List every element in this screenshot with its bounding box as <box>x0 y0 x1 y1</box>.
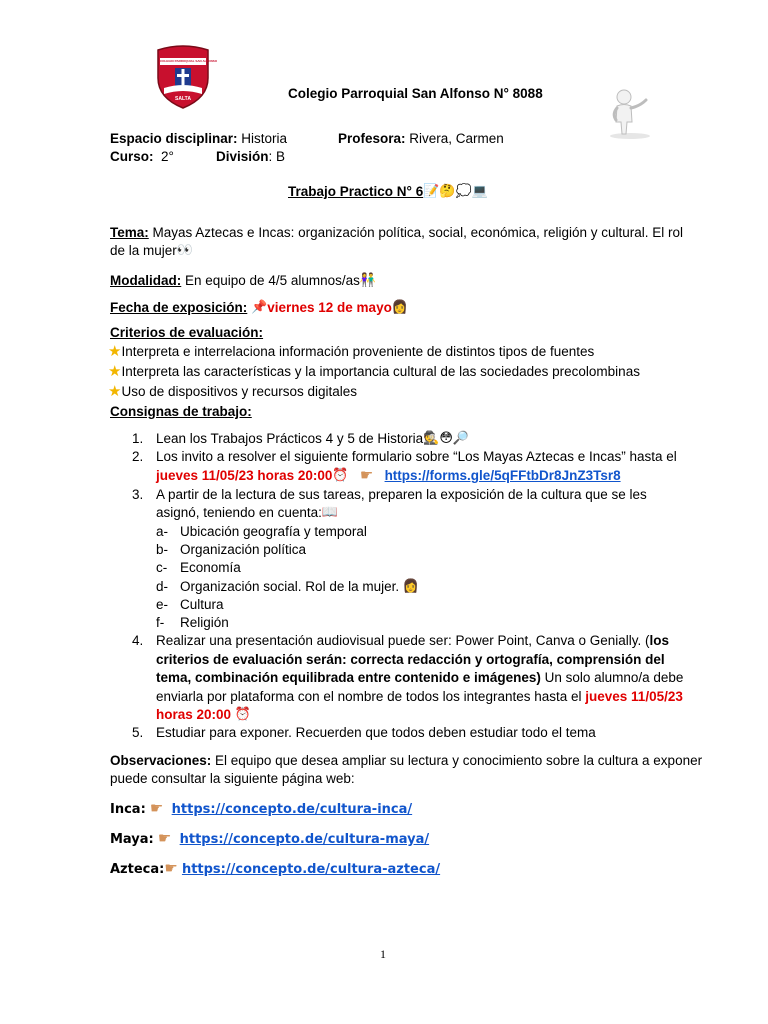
observaciones-label: Observaciones: <box>110 753 212 768</box>
consigna-4-date-1: jueves 11/05/23 <box>585 689 683 704</box>
division-value: : B <box>268 149 286 164</box>
curso <box>110 148 174 166</box>
open-book-icon: 📖 <box>321 505 339 521</box>
star-icon: ★ <box>108 362 122 380</box>
consigna-1-text: Lean los Trabajos Prácticos 4 y 5 de Historia <box>156 431 424 446</box>
consigna-3-line-1: A partir de la lectura de sus tareas, preparen la exposición de la cultura que se les <box>156 487 647 502</box>
consigna-4-bold-3: tema, combinación equilibrada entre contenido e imágenes) <box>156 670 541 685</box>
woman-icon: 👩 <box>402 579 420 595</box>
fecha-exposicion <box>110 299 408 317</box>
subitem <box>156 541 306 559</box>
consigna-4-line-3 <box>156 669 683 687</box>
criterio-item <box>108 362 640 381</box>
profesora-value: Rivera, Carmen <box>405 131 504 146</box>
consigna-4-date-2: horas 20:00 <box>156 707 232 722</box>
profesora <box>338 130 504 148</box>
consignas-heading: Consignas de trabajo: <box>110 404 252 419</box>
tema-line-1 <box>110 224 683 242</box>
consigna-3-line-2 <box>156 504 338 522</box>
consigna-number: 2. <box>132 449 144 464</box>
criterio-text: Interpreta e interrelaciona información proveniente de distintos tipos de fuentes <box>121 344 595 359</box>
maya-link[interactable]: https://concepto.de/cultura-maya/ <box>179 832 430 847</box>
logo-ribbon-text: COLEGIO PARROQUIAL SAN ALFONSO <box>160 59 218 63</box>
consigna-4 <box>156 632 669 650</box>
curso-label: Curso: <box>110 149 154 164</box>
tema-label: Tema: <box>110 225 149 240</box>
girl-icon: 👩 <box>391 300 409 316</box>
subitem-letter: b- <box>156 542 169 557</box>
modalidad-value: En equipo de 4/5 alumnos/as <box>181 273 360 288</box>
consigna-number: 4. <box>132 633 144 648</box>
alarm-clock-icon: ⏰ <box>332 468 349 484</box>
subitem-letter: e- <box>156 597 169 612</box>
consigna-2-line-1: Los invito a resolver el siguiente formulario sobre “Los Mayas Aztecas e Incas” hasta el <box>156 449 677 464</box>
fecha-label: Fecha de exposición: <box>110 300 248 315</box>
memo-icon: 📝🤔💭💻 <box>423 184 488 200</box>
logo-city-text: SALTA <box>175 96 191 102</box>
pushpin-icon: 📌 <box>251 300 268 316</box>
inca-link[interactable]: https://concepto.de/cultura-inca/ <box>171 802 413 817</box>
criterios-heading: Criterios de evaluación: <box>110 325 264 340</box>
tema-line-2 <box>110 242 193 260</box>
thinking-person-icon <box>602 86 658 140</box>
criterio-text: Uso de dispositivos y recursos digitales <box>121 384 358 399</box>
study-icons: 🕵😳🔎 <box>423 431 470 447</box>
subitem-letter: f- <box>156 615 165 630</box>
subitem <box>156 596 224 614</box>
star-icon: ★ <box>108 382 122 400</box>
consigna-1 <box>156 430 469 448</box>
students-icon: 👫 <box>359 273 377 289</box>
subitem-letter: d- <box>156 579 169 594</box>
consigna-4-text-a: Realizar una presentación audiovisual puede ser: Power Point, Canva o Genially. ( <box>156 633 650 648</box>
consigna-4-bold-2: criterios de evaluación serán: correcta redacción y ortografía, comprensión del <box>156 652 665 667</box>
consigna-number: 3. <box>132 487 144 502</box>
division-label: División <box>216 149 269 164</box>
division <box>216 148 285 166</box>
criterio-item <box>108 382 357 401</box>
link-row-maya <box>110 829 429 847</box>
consigna-4-line-5 <box>156 706 251 724</box>
school-logo <box>154 44 218 110</box>
consigna-5: Estudiar para exponer. Recuerden que todos deben estudiar todo el tema <box>156 725 596 740</box>
page-number: 1 <box>380 947 386 961</box>
azteca-link[interactable]: https://concepto.de/cultura-azteca/ <box>181 862 441 877</box>
consigna-4-line-4 <box>156 688 683 706</box>
modalidad <box>110 272 376 290</box>
pointing-hand-icon: ☛ <box>149 799 164 817</box>
subitem-text: Organización política <box>180 542 307 557</box>
criterio-item <box>108 342 594 361</box>
criterio-text: Interpreta las características y la importancia cultural de las sociedades precolombinas <box>121 364 640 379</box>
link-label: Inca: <box>110 802 146 817</box>
profesora-label: Profesora: <box>338 131 406 146</box>
fecha-value: viernes 12 de mayo <box>267 300 392 315</box>
eyes-icon: 👀 <box>176 243 193 259</box>
subitem <box>156 614 229 632</box>
espacio-disciplinar <box>110 130 287 148</box>
link-row-inca <box>110 799 412 817</box>
subitem <box>156 578 419 596</box>
subitem <box>156 559 241 577</box>
consigna-2-date: jueves 11/05/23 horas 20:00 <box>156 468 333 483</box>
observaciones-text-1: El equipo que desea ampliar su lectura y conocimiento sobre la cultura a exponer <box>211 753 703 768</box>
figure-illustration <box>602 86 658 140</box>
subitem-text: Ubicación geografía y temporal <box>180 524 367 539</box>
espacio-label: Espacio disciplinar: <box>110 131 238 146</box>
consigna-2-line-2 <box>156 466 621 485</box>
form-link[interactable]: https://forms.gle/5qFFtbDr8JnZ3Tsr8 <box>384 468 621 483</box>
link-label: Azteca: <box>110 862 165 877</box>
consigna-4-text-d: enviarla por plataforma con el nombre de todos los integrantes hasta el <box>156 689 586 704</box>
observaciones-line-2: puede consultar la siguiente página web: <box>110 771 355 786</box>
curso-value: 2° <box>161 149 174 164</box>
star-icon: ★ <box>108 342 122 360</box>
pointing-hand-icon: ☛ <box>359 466 374 484</box>
subitem-letter: a- <box>156 524 169 539</box>
espacio-value: Historia <box>237 131 288 146</box>
title-text: Trabajo Practico N° 6 <box>288 184 424 199</box>
subitem-letter: c- <box>156 560 168 575</box>
subitem <box>156 523 367 541</box>
school-name: Colegio Parroquial San Alfonso N° 8088 <box>288 86 543 101</box>
consigna-4-text-c: Un solo alumno/a debe <box>540 670 684 685</box>
observaciones-line-1 <box>110 752 702 770</box>
consigna-number: 5. <box>132 725 144 740</box>
link-label: Maya: <box>110 832 154 847</box>
tema-text-1: Mayas Aztecas e Incas: organización política, social, económica, religión y cultural. El rol <box>148 225 684 240</box>
link-row-azteca <box>110 859 440 877</box>
consigna-number: 1. <box>132 431 144 446</box>
pointing-hand-icon: ☛ <box>164 859 178 877</box>
tema-text-2: de la mujer <box>110 243 177 258</box>
document-title <box>288 183 488 201</box>
subitem-text: Organización social. Rol de la mujer. <box>180 579 400 594</box>
modalidad-label: Modalidad: <box>110 273 182 288</box>
subitem-text: Cultura <box>180 597 224 612</box>
subitem-text: Economía <box>180 560 241 575</box>
subitem-text: Religión <box>180 615 229 630</box>
consigna-4-bold-1: los <box>649 633 670 648</box>
pointing-hand-icon: ☛ <box>157 829 172 847</box>
alarm-clock-icon: ⏰ <box>234 707 251 723</box>
consigna-3-text-2: asignó, teniendo en cuenta: <box>156 505 322 520</box>
